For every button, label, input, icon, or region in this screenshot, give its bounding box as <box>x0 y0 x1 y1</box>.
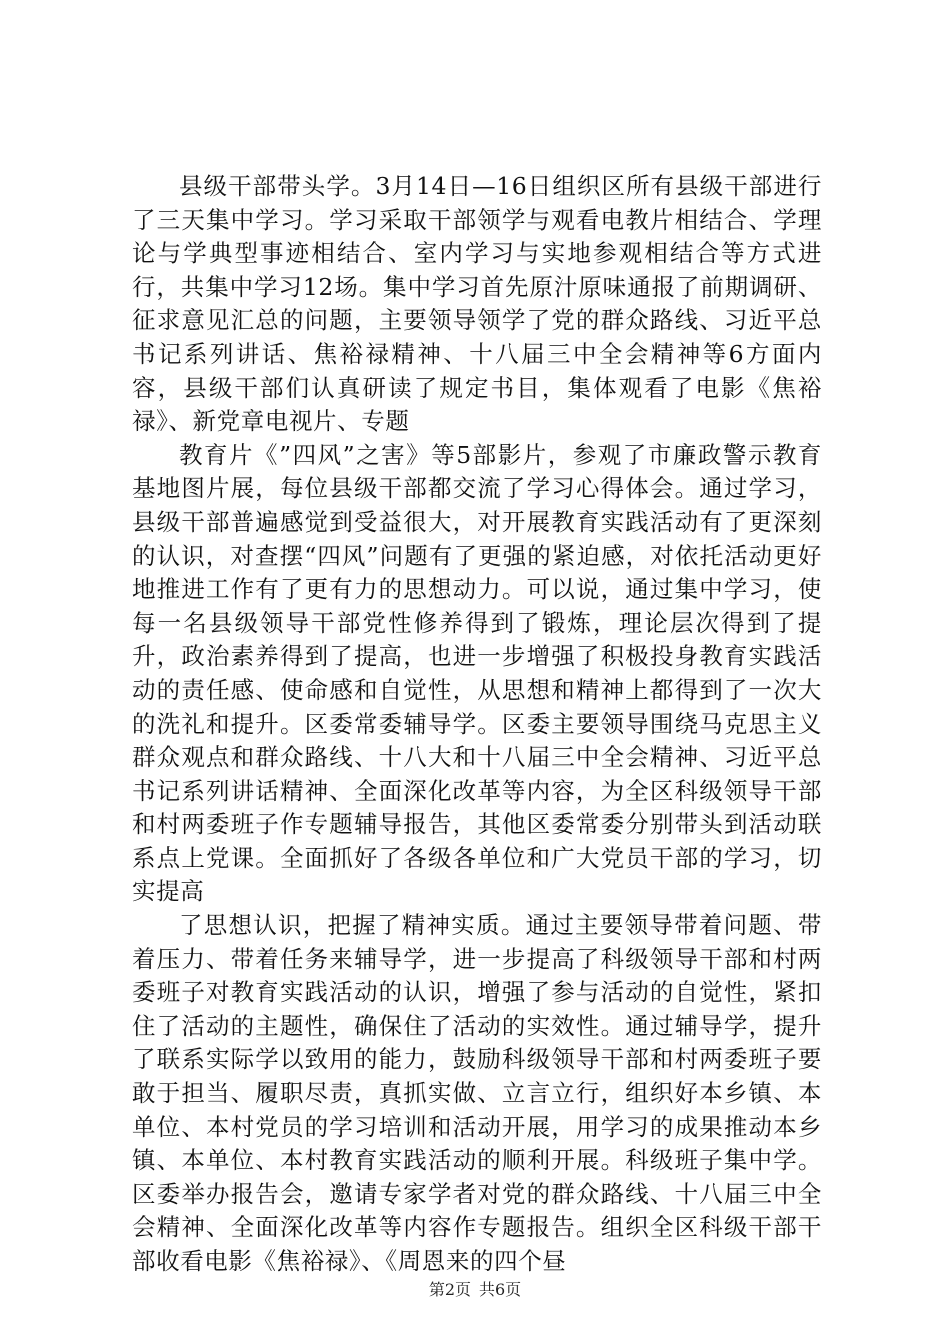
paragraph-2: 教育片《”四风”之害》等5部影片，参观了市廉政警示教育基地图片展，每位县级干部都交流了学习心得体会。通过学习，县级干部普遍感觉到受益很大，对开展教育实践活动有了更深刻的认识，对查摆“四风”问题有了更强的紧迫感，对依托活动更好地推进工作有了更有力的思想动力。可以说，通过集中学习，使每一名县级领导干部党性修养得到了锻炼，理论层次得到了提升，政治素养得到了提高，也进一步增强了积极投身教育实践活动的责任感、使命感和自觉性，从思想和精神上都得到了一次大的洗礼和提升。区委常委辅导学。区委主要领导围绕马克思主义群众观点和群众路线、十八大和十八届三中全会精神、习近平总书记系列讲话精神、全面深化改革等内容，为全区科级领导干部和村两委班子作专题辅导报告，其他区委常委分别带头到活动联系点上党课。全面抓好了各级各单位和广大党员干部的学习，切实提高 <box>132 440 822 906</box>
paragraph-3: 了思想认识，把握了精神实质。通过主要领导带着问题、带着压力、带着任务来辅导学，进一步提高了科级领导干部和村两委班子对教育实践活动的认识，增强了参与活动的自觉性，紧扣住了活动的主题性，确保住了活动的实效性。通过辅导学，提升了联系实际学以致用的能力，鼓励科级领导干部和村两委班子要敢于担当、履职尽责，真抓实做、立言立行，组织好本乡镇、本单位、本村党员的学习培训和活动开展，用学习的成果推动本乡镇、本单位、本村教育实践活动的顺利开展。科级班子集中学。区委举办报告会，邀请专家学者对党的群众路线、十八届三中全会精神、全面深化改革等内容作专题报告。组织全区科级干部干部收看电影《焦裕禄》、《周恩来的四个昼 <box>132 911 822 1275</box>
page-footer <box>0 1280 950 1300</box>
page-number: 第2页 <box>428 1280 471 1299</box>
document-body <box>132 170 822 1279</box>
page-total: 共6页 <box>479 1280 522 1299</box>
paragraph-1: 县级干部带头学。3月14日—16日组织区所有县级干部进行了三天集中学习。学习采取干部领学与观看电教片相结合、学理论与学典型事迹相结合、室内学习与实地参观相结合等方式进行，共集中学习12场。集中学习首先原汁原味通报了前期调研、征求意见汇总的问题，主要领导领学了党的群众路线、习近平总书记系列讲话、焦裕禄精神、十八届三中全会精神等6方面内容，县级干部们认真研读了规定书目，集体观看了电影《焦裕禄》、新党章电视片、专题 <box>132 172 822 436</box>
